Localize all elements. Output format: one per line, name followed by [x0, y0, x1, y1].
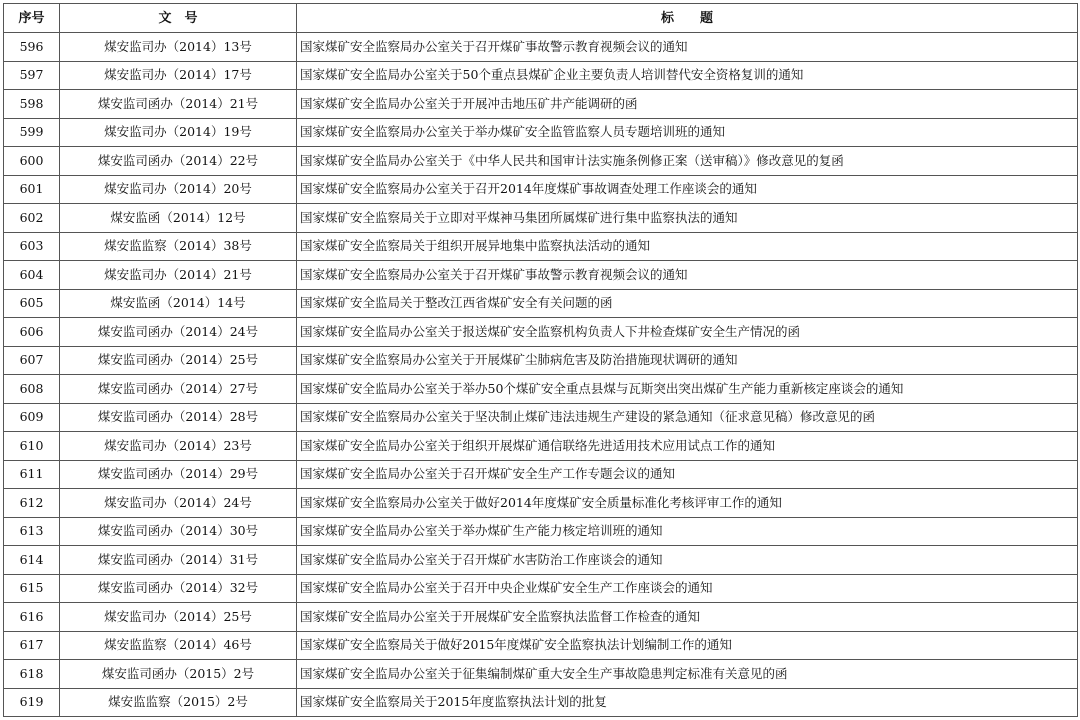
- cell-seq: 617: [4, 631, 60, 660]
- cell-title: 国家煤矿安全监局办公室关于举办50个煤矿安全重点县煤与瓦斯突出突出煤矿生产能力重新核定座谈会的通知: [297, 375, 1078, 404]
- cell-title: 国家煤矿安全监局办公室关于50个重点县煤矿企业主要负责人培训替代安全资格复训的通知: [297, 61, 1078, 90]
- cell-doc-number: 煤安监司办（2014）19号: [60, 118, 297, 147]
- cell-title: 国家煤矿安全监察局办公室关于做好2014年度煤矿安全质量标准化考核评审工作的通知: [297, 489, 1078, 518]
- cell-doc-number: 煤安监司办（2014）23号: [60, 432, 297, 461]
- table-row: [4, 346, 1078, 375]
- table-row: [4, 546, 1078, 575]
- cell-seq: 600: [4, 147, 60, 176]
- table-row: [4, 261, 1078, 290]
- cell-seq: 599: [4, 118, 60, 147]
- table-row: [4, 375, 1078, 404]
- cell-title: 国家煤矿安全监局办公室关于召开中央企业煤矿安全生产工作座谈会的通知: [297, 574, 1078, 603]
- table-header-row: [4, 4, 1078, 33]
- cell-doc-number: 煤安监司办（2014）21号: [60, 261, 297, 290]
- cell-doc-number: 煤安监司办（2014）13号: [60, 33, 297, 62]
- cell-seq: 611: [4, 460, 60, 489]
- cell-seq: 606: [4, 318, 60, 347]
- cell-seq: 608: [4, 375, 60, 404]
- table-row: [4, 489, 1078, 518]
- cell-doc-number: 煤安监司函办（2014）24号: [60, 318, 297, 347]
- cell-doc-number: 煤安监司函办（2014）21号: [60, 90, 297, 119]
- cell-seq: 609: [4, 403, 60, 432]
- cell-seq: 602: [4, 204, 60, 233]
- cell-seq: 610: [4, 432, 60, 461]
- cell-seq: 604: [4, 261, 60, 290]
- header-title: 标 题: [297, 4, 1078, 33]
- cell-title: 国家煤矿安全监察局关于立即对平煤神马集团所属煤矿进行集中监察执法的通知: [297, 204, 1078, 233]
- cell-seq: 597: [4, 61, 60, 90]
- cell-title: 国家煤矿安全监察局办公室关于召开煤矿事故警示教育视频会议的通知: [297, 33, 1078, 62]
- cell-doc-number: 煤安监司办（2014）25号: [60, 603, 297, 632]
- cell-doc-number: 煤安监司函办（2014）25号: [60, 346, 297, 375]
- cell-doc-number: 煤安监司办（2014）24号: [60, 489, 297, 518]
- document-table: [3, 3, 1078, 717]
- table-row: [4, 118, 1078, 147]
- cell-seq: 616: [4, 603, 60, 632]
- header-seq: 序号: [4, 4, 60, 33]
- table-row: [4, 574, 1078, 603]
- cell-doc-number: 煤安监监察（2015）2号: [60, 688, 297, 717]
- table-row: [4, 33, 1078, 62]
- cell-seq: 612: [4, 489, 60, 518]
- cell-doc-number: 煤安监监察（2014）46号: [60, 631, 297, 660]
- cell-title: 国家煤矿安全监察局办公室关于举办煤矿安全监管监察人员专题培训班的通知: [297, 118, 1078, 147]
- table-row: [4, 204, 1078, 233]
- cell-doc-number: 煤安监司函办（2015）2号: [60, 660, 297, 689]
- table-row: [4, 631, 1078, 660]
- cell-doc-number: 煤安监函（2014）14号: [60, 289, 297, 318]
- table-row: [4, 175, 1078, 204]
- table-row: [4, 90, 1078, 119]
- table-row: [4, 318, 1078, 347]
- cell-title: 国家煤矿安全监局办公室关于开展煤矿安全监察执法监督工作检查的通知: [297, 603, 1078, 632]
- cell-doc-number: 煤安监司函办（2014）32号: [60, 574, 297, 603]
- cell-doc-number: 煤安监监察（2014）38号: [60, 232, 297, 261]
- cell-doc-number: 煤安监司函办（2014）29号: [60, 460, 297, 489]
- cell-title: 国家煤矿安全监察局办公室关于坚决制止煤矿违法违规生产建设的紧急通知（征求意见稿）修改意见的函: [297, 403, 1078, 432]
- cell-doc-number: 煤安监司办（2014）17号: [60, 61, 297, 90]
- cell-title: 国家煤矿安全监察局关于做好2015年度煤矿安全监察执法计划编制工作的通知: [297, 631, 1078, 660]
- cell-title: 国家煤矿安全监察局办公室关于召开2014年度煤矿事故调查处理工作座谈会的通知: [297, 175, 1078, 204]
- cell-title: 国家煤矿安全监局关于整改江西省煤矿安全有关问题的函: [297, 289, 1078, 318]
- cell-title: 国家煤矿安全监察局关于2015年度监察执法计划的批复: [297, 688, 1078, 717]
- cell-seq: 614: [4, 546, 60, 575]
- cell-seq: 605: [4, 289, 60, 318]
- table-row: [4, 517, 1078, 546]
- cell-seq: 615: [4, 574, 60, 603]
- cell-title: 国家煤矿安全监局办公室关于召开煤矿安全生产工作专题会议的通知: [297, 460, 1078, 489]
- table-body: [4, 33, 1078, 717]
- cell-seq: 619: [4, 688, 60, 717]
- cell-title: 国家煤矿安全监局办公室关于征集编制煤矿重大安全生产事故隐患判定标准有关意见的函: [297, 660, 1078, 689]
- cell-title: 国家煤矿安全监局办公室关于开展冲击地压矿井产能调研的函: [297, 90, 1078, 119]
- cell-doc-number: 煤安监函（2014）12号: [60, 204, 297, 233]
- cell-title: 国家煤矿安全监察局办公室关于召开煤矿事故警示教育视频会议的通知: [297, 261, 1078, 290]
- table-row: [4, 403, 1078, 432]
- cell-seq: 603: [4, 232, 60, 261]
- table-row: [4, 289, 1078, 318]
- table-row: [4, 688, 1078, 717]
- table-row: [4, 61, 1078, 90]
- cell-seq: 601: [4, 175, 60, 204]
- table-row: [4, 460, 1078, 489]
- cell-doc-number: 煤安监司函办（2014）28号: [60, 403, 297, 432]
- cell-doc-number: 煤安监司函办（2014）27号: [60, 375, 297, 404]
- cell-title: 国家煤矿安全监局办公室关于组织开展煤矿通信联络先进适用技术应用试点工作的通知: [297, 432, 1078, 461]
- table-row: [4, 603, 1078, 632]
- cell-title: 国家煤矿安全监局办公室关于召开煤矿水害防治工作座谈会的通知: [297, 546, 1078, 575]
- cell-title: 国家煤矿安全监局办公室关于举办煤矿生产能力核定培训班的通知: [297, 517, 1078, 546]
- cell-seq: 613: [4, 517, 60, 546]
- cell-title: 国家煤矿安全监局办公室关于《中华人民共和国审计法实施条例修正案（送审稿）》修改意见的复函: [297, 147, 1078, 176]
- cell-doc-number: 煤安监司函办（2014）30号: [60, 517, 297, 546]
- table-row: [4, 432, 1078, 461]
- cell-seq: 607: [4, 346, 60, 375]
- cell-seq: 596: [4, 33, 60, 62]
- header-doc-number: 文 号: [60, 4, 297, 33]
- cell-title: 国家煤矿安全监局办公室关于报送煤矿安全监察机构负责人下井检查煤矿安全生产情况的函: [297, 318, 1078, 347]
- table-row: [4, 147, 1078, 176]
- cell-doc-number: 煤安监司办（2014）20号: [60, 175, 297, 204]
- cell-seq: 598: [4, 90, 60, 119]
- cell-doc-number: 煤安监司函办（2014）22号: [60, 147, 297, 176]
- table-row: [4, 660, 1078, 689]
- table-row: [4, 232, 1078, 261]
- cell-title: 国家煤矿安全监察局办公室关于开展煤矿尘肺病危害及防治措施现状调研的通知: [297, 346, 1078, 375]
- cell-seq: 618: [4, 660, 60, 689]
- cell-doc-number: 煤安监司函办（2014）31号: [60, 546, 297, 575]
- cell-title: 国家煤矿安全监察局关于组织开展异地集中监察执法活动的通知: [297, 232, 1078, 261]
